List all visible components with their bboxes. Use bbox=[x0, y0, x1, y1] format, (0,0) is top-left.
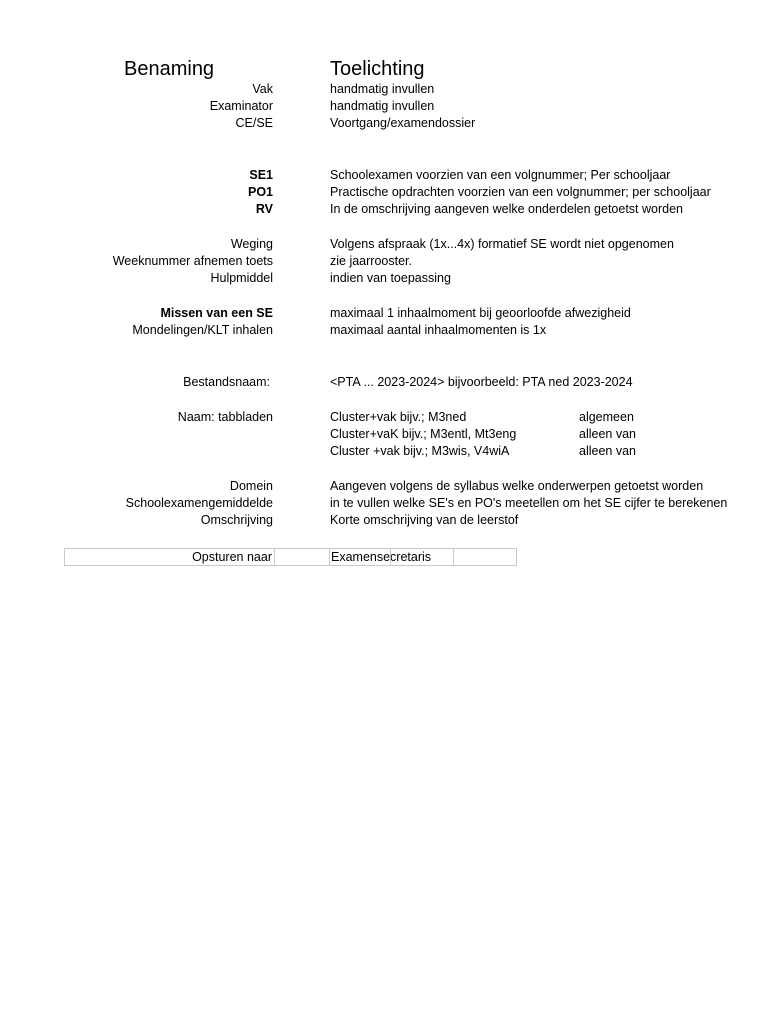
row-weeknummer bbox=[0, 253, 768, 270]
row-label: Vak bbox=[252, 82, 273, 96]
row-value: In de omschrijving aangeven welke onderdelen getoetst worden bbox=[330, 202, 684, 216]
row-value: handmatig invullen bbox=[330, 82, 435, 96]
row-label: RV bbox=[255, 202, 273, 216]
row-label: Omschrijving bbox=[200, 513, 273, 527]
row-value: <PTA ... 2023-2024> bijvoorbeeld: PTA ned 2023-2024 bbox=[330, 375, 633, 389]
table-cell-empty bbox=[390, 548, 454, 566]
row-mondelingen bbox=[0, 322, 768, 339]
row-tabbladen bbox=[0, 409, 768, 426]
row-value: indien van toepassing bbox=[330, 271, 451, 285]
row-label: Weeknummer afnemen toets bbox=[112, 254, 273, 268]
row-label: Schoolexamengemiddelde bbox=[125, 496, 273, 510]
row-value: Voortgang/examendossier bbox=[330, 116, 476, 130]
row-label: PO1 bbox=[247, 185, 273, 199]
row-value: handmatig invullen bbox=[330, 99, 435, 113]
row-value: Schoolexamen voorzien van een volgnummer; Per schooljaar bbox=[330, 168, 671, 182]
row-label: CE/SE bbox=[235, 116, 273, 130]
row-omschrijving bbox=[0, 512, 768, 529]
header-toelichting: Toelichting bbox=[330, 58, 425, 80]
row-label: Examinator bbox=[209, 99, 273, 113]
row-label: Weging bbox=[230, 237, 273, 251]
row-rv bbox=[0, 201, 768, 218]
row-label: Hulpmiddel bbox=[210, 271, 273, 285]
row-hulpmiddel bbox=[0, 270, 768, 287]
row-value: zie jaarrooster. bbox=[330, 254, 412, 268]
row-bestandsnaam bbox=[0, 374, 768, 391]
row-value: Cluster+vak bijv.; M3ned bbox=[330, 410, 467, 424]
row-value: Practische opdrachten voorzien van een volgnummer; per schooljaar bbox=[330, 185, 711, 199]
row-ce-se bbox=[0, 115, 768, 132]
opsturen-value: Examensecretaris bbox=[331, 550, 432, 564]
row-extra: algemeen bbox=[579, 410, 634, 424]
row-missen-se bbox=[0, 305, 768, 322]
header-benaming: Benaming bbox=[124, 58, 215, 80]
table-cell-empty bbox=[453, 548, 517, 566]
row-extra: alleen van bbox=[579, 427, 636, 441]
row-value: Korte omschrijving van de leerstof bbox=[330, 513, 519, 527]
row-value: Aangeven volgens de syllabus welke onderwerpen getoetst worden bbox=[330, 479, 704, 493]
row-label: Domein bbox=[229, 479, 273, 493]
row-value: Volgens afspraak (1x...4x) formatief SE wordt niet opgenomen bbox=[330, 237, 674, 251]
row-se1 bbox=[0, 167, 768, 184]
table-cell-empty bbox=[274, 548, 330, 566]
row-tabbladen-3 bbox=[0, 443, 768, 460]
row-value: maximaal 1 inhaalmoment bij geoorloofde afwezigheid bbox=[330, 306, 631, 320]
opsturen-label: Opsturen naar bbox=[192, 550, 272, 564]
table-cell-value bbox=[329, 548, 432, 566]
row-value: Cluster+vaK bijv.; M3entl, Mt3eng bbox=[330, 427, 517, 441]
row-schoolexamengemiddelde bbox=[0, 495, 768, 512]
row-label: Mondelingen/KLT inhalen bbox=[132, 323, 273, 337]
row-domein bbox=[0, 478, 768, 495]
row-examinator bbox=[0, 98, 768, 115]
row-label: Naam: tabbladen bbox=[177, 410, 273, 424]
row-extra: alleen van bbox=[579, 444, 636, 458]
row-label: Bestandsnaam: bbox=[183, 375, 270, 389]
row-po1 bbox=[0, 184, 768, 201]
row-value: Cluster +vak bijv.; M3wis, V4wiA bbox=[330, 444, 510, 458]
row-vak bbox=[0, 81, 768, 98]
row-value: maximaal aantal inhaalmomenten is 1x bbox=[330, 323, 547, 337]
row-weging bbox=[0, 236, 768, 253]
row-value: in te vullen welke SE's en PO's meetellen om het SE cijfer te berekenen bbox=[330, 496, 728, 510]
row-tabbladen-2 bbox=[0, 426, 768, 443]
row-label: Missen van een SE bbox=[160, 306, 273, 320]
table-cell-label bbox=[64, 548, 275, 566]
row-label: SE1 bbox=[249, 168, 273, 182]
